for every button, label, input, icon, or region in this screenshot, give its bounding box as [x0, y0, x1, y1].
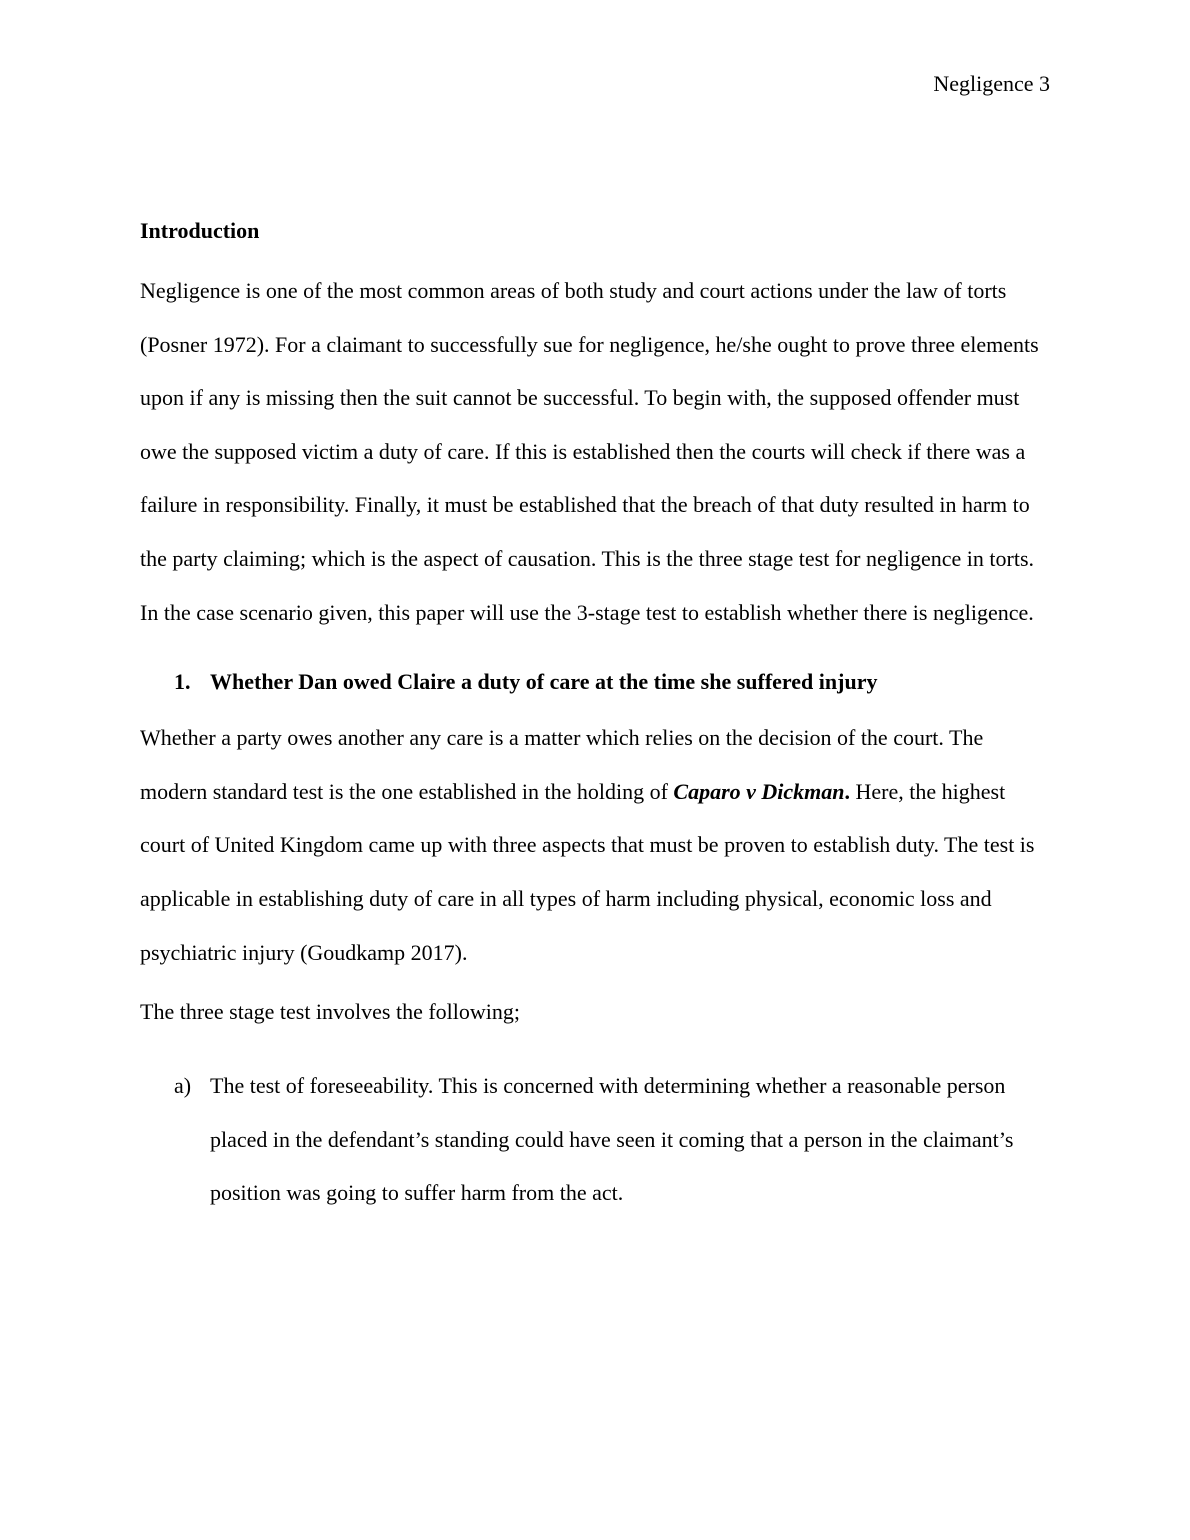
- case-name-period: .: [844, 778, 851, 804]
- section-1-paragraph: [140, 711, 1050, 979]
- section-1-number: 1.: [174, 669, 191, 695]
- section-1-paragraph-part2: Here, the highest court of United Kingdom came up with three aspects that must be proven to establish duty. The test is applicable in establishing duty of care in all types of harm including physical, economic loss and psychiatric injury (Goudkamp 2017).: [140, 778, 1035, 965]
- section-1-heading-text: Whether Dan owed Claire a duty of care at the time she suffered injury: [210, 669, 878, 695]
- section-1-heading: [140, 665, 1050, 699]
- list-item-a: [140, 1059, 1050, 1220]
- case-name: Caparo v Dickman: [673, 778, 845, 804]
- list-item-a-text: The test of foreseeability. This is concerned with determining whether a reasonable person placed in the defendant’s standing could have seen it coming that a person in the claimant’s position was going to suffer harm from the act.: [210, 1073, 1014, 1206]
- section-1-paragraph-part1: Whether a party owes another any care is a matter which relies on the decision of the court. The modern standard test is the one established in the holding of: [140, 725, 984, 804]
- document-body: [140, 214, 1050, 1220]
- list-item-a-letter: a): [174, 1073, 192, 1099]
- introduction-paragraph: Negligence is one of the most common areas of both study and court actions under the law of torts (Posner 1972). For a claimant to successfully sue for negligence, he/she ought to prove three elements upon if any is missing then the suit cannot be successful. To begin with, the supposed offender must owe the supposed victim a duty of care. If this is established then the courts will check if there was a failure in responsibility. Finally, it must be established that the breach of that duty resulted in harm to the party claiming; which is the aspect of causation. This is the three stage test for negligence in torts. In the case scenario given, this paper will use the 3-stage test to establish whether there is negligence.: [140, 278, 1039, 625]
- three-stage-intro-line: The three stage test involves the following;: [140, 999, 521, 1025]
- running-head: Negligence 3: [933, 71, 1050, 96]
- introduction-heading: Introduction: [140, 218, 260, 243]
